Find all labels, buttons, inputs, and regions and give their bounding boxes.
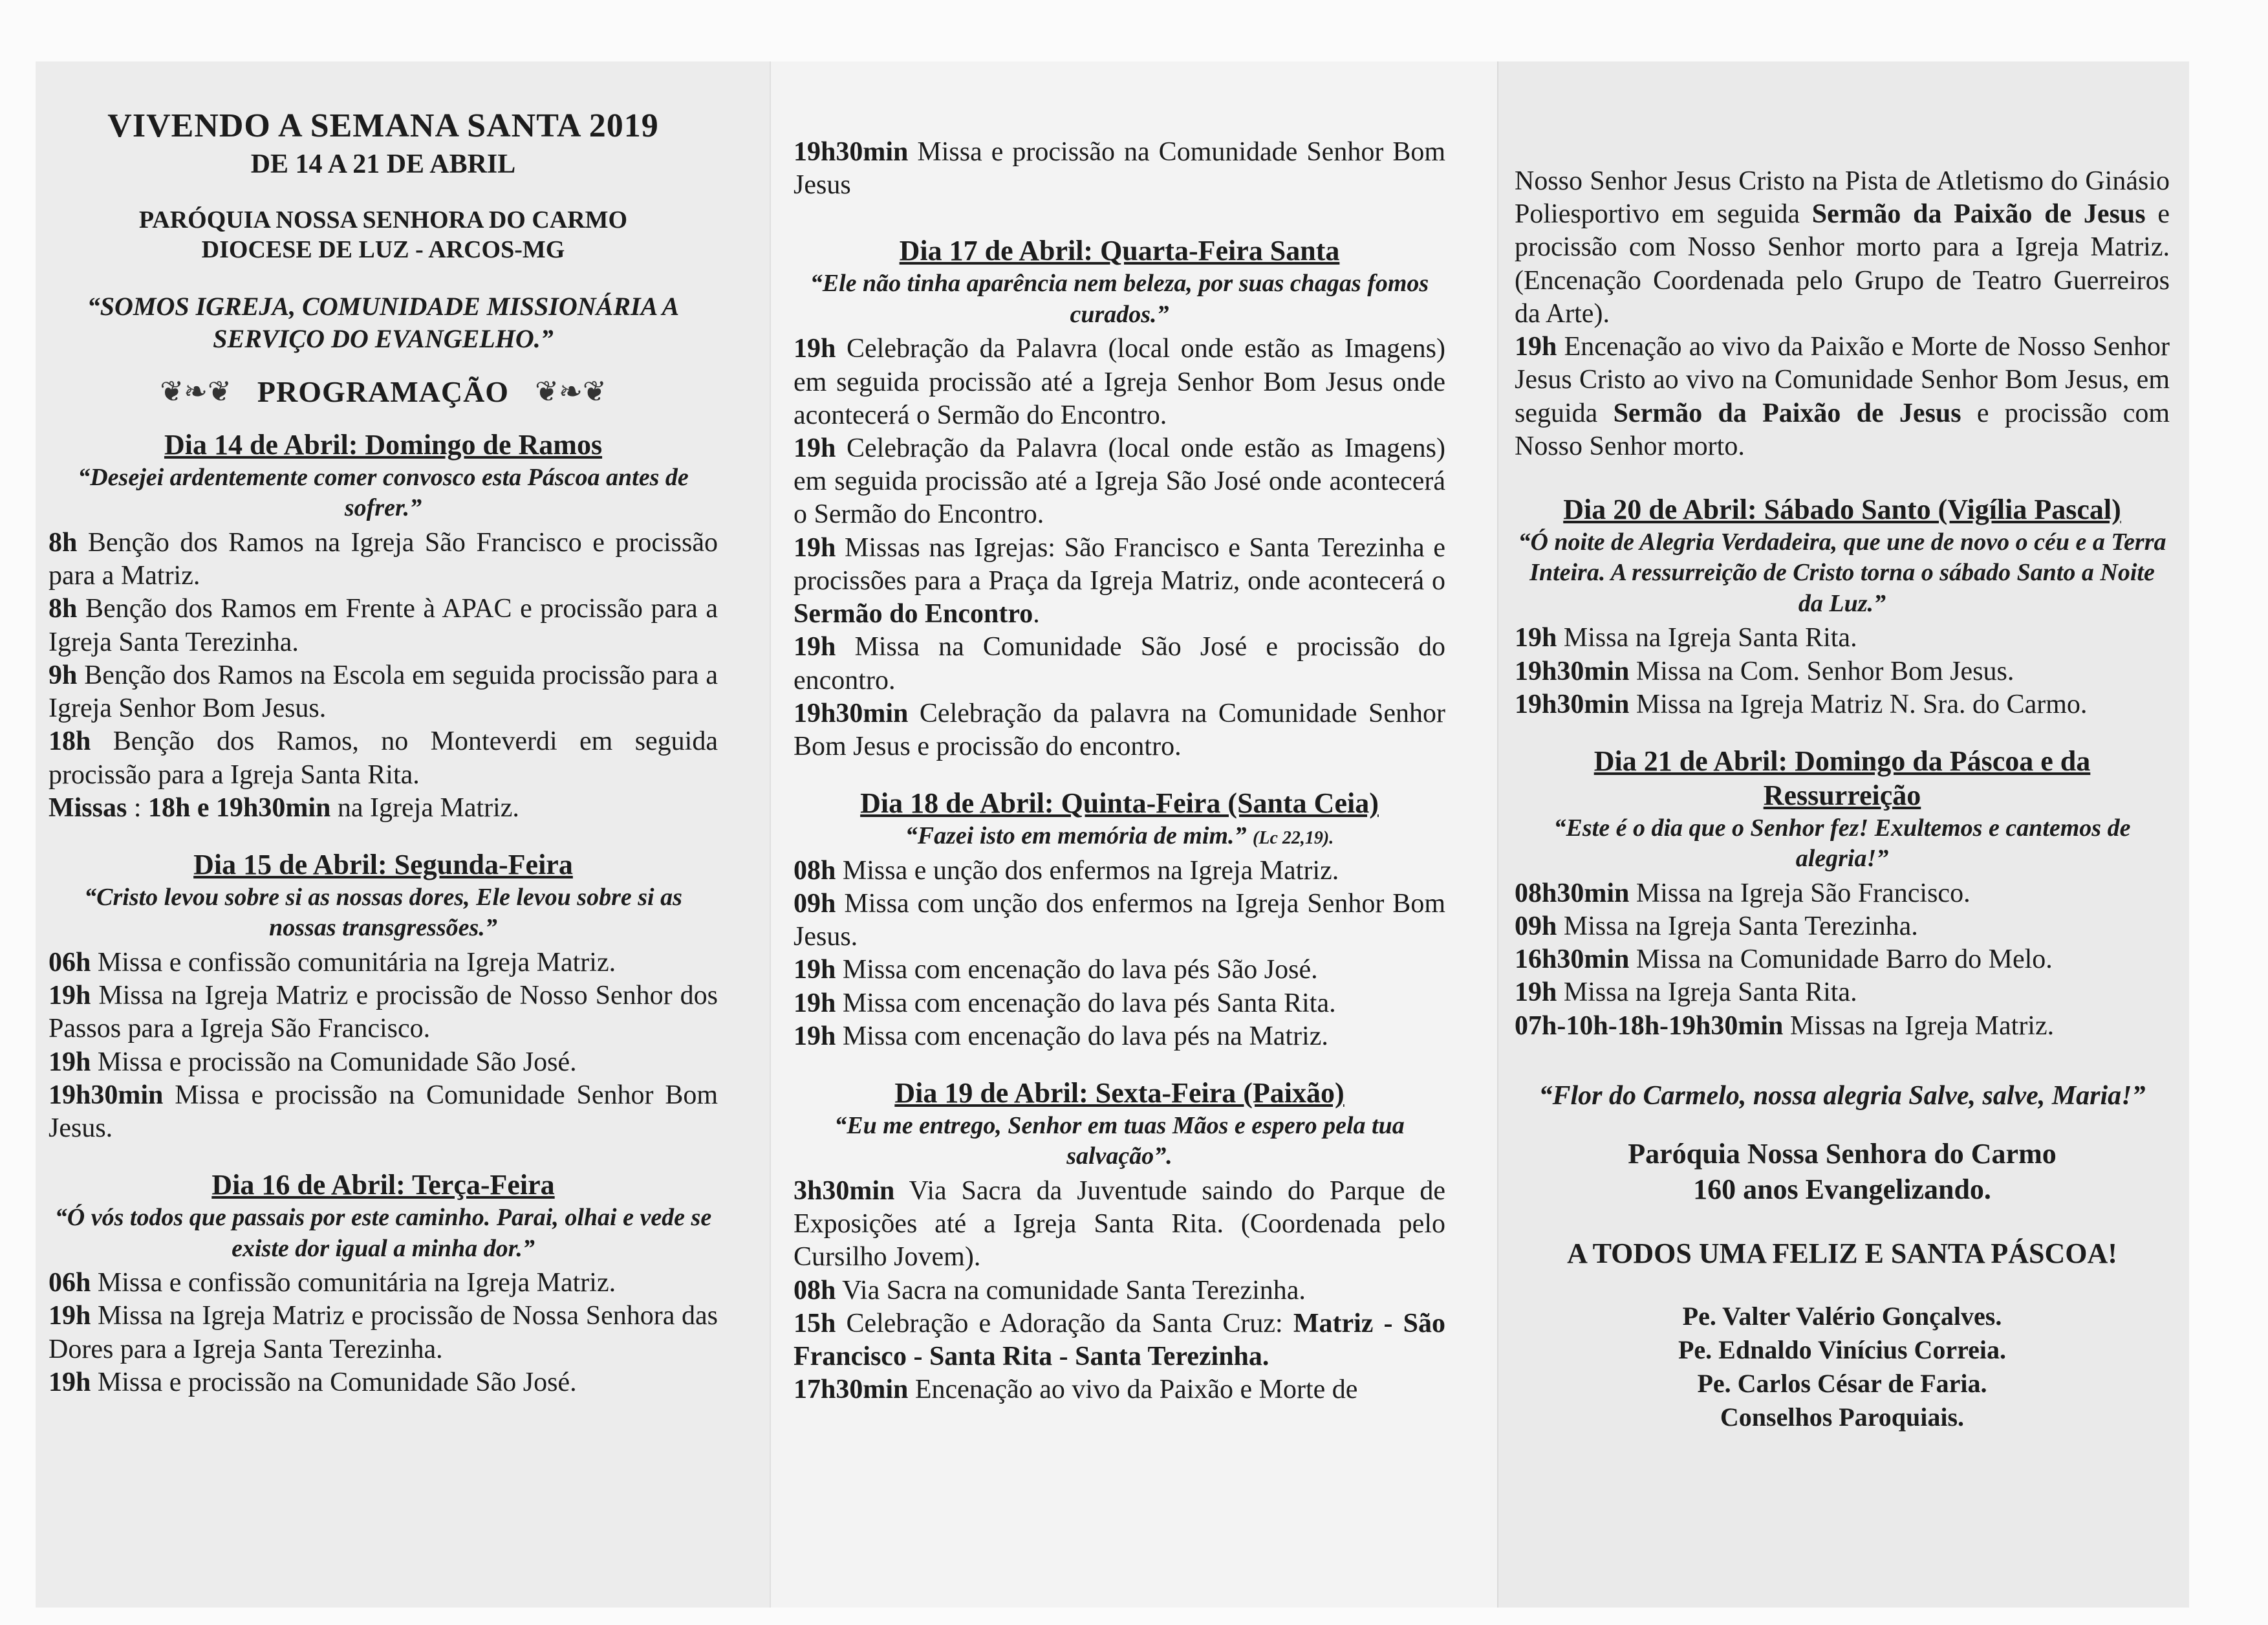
day-quote-text: “Ó noite de Alegria Verdadeira, que une de novo o céu e a Terra Inteira. A ressurreição de Cristo torna o sábado Santo a Noite da Luz.” bbox=[1518, 528, 2166, 617]
item-time: 06h bbox=[49, 1268, 91, 1298]
date-range: DE 14 A 21 DE ABRIL bbox=[250, 149, 516, 179]
item-text: Missa na Igreja Matriz e procissão de Nossa Senhora das Dores para a Igreja Santa Terezinha. bbox=[49, 1301, 718, 1364]
item-time: 06h bbox=[49, 947, 91, 977]
schedule-item bbox=[49, 725, 718, 791]
closing-parish bbox=[1515, 1136, 2170, 1207]
item-text: Missa e unção dos enfermos na Igreja Matriz. bbox=[842, 855, 1339, 886]
day-quote bbox=[794, 821, 1445, 852]
day-title: Dia 17 de Abril: Quarta-Feira Santa bbox=[899, 235, 1340, 267]
program-heading bbox=[49, 375, 718, 409]
day-quote-text: “Cristo levou sobre si as nossas dores, Ele levou sobre si as nossas transgressões.” bbox=[84, 883, 682, 942]
schedule-item bbox=[794, 1020, 1445, 1053]
item-time: 19h bbox=[49, 1367, 91, 1397]
day-quote-text: “Desejei ardentemente comer convosco esta Páscoa antes de sofrer.” bbox=[78, 463, 689, 522]
schedule-item bbox=[49, 1267, 718, 1300]
item-text: Benção dos Ramos na Escola em seguida procissão para a Igreja Senhor Bom Jesus. bbox=[49, 660, 718, 724]
item-text-end: e procissão com Nosso Senhor morto para a Igreja Matriz. (Encenação Coordenada pelo Grupo de Teatro Guerreiros da Arte). bbox=[1515, 199, 2170, 329]
schedule-item bbox=[49, 659, 718, 725]
item-time: 08h bbox=[794, 855, 836, 886]
item-text-end: e procissão com Nosso Senhor morto. bbox=[1515, 398, 2170, 461]
item-text: Missa e procissão na Comunidade Senhor Bom Jesus bbox=[794, 137, 1446, 201]
day-section bbox=[49, 848, 718, 1145]
schedule-item bbox=[794, 987, 1445, 1020]
item-bold-text: Sermão da Paixão de Jesus bbox=[1811, 199, 2146, 230]
item-time: 19h bbox=[794, 955, 836, 985]
item-time: 17h30min bbox=[794, 1375, 909, 1405]
schedule-item bbox=[1515, 943, 2170, 976]
item-time: 16h30min bbox=[1515, 944, 1630, 975]
schedule-item bbox=[794, 697, 1445, 763]
schedule-item bbox=[794, 1274, 1445, 1307]
item-text: Missa e procissão na Comunidade São José. bbox=[97, 1367, 577, 1397]
ornament-left-icon: ❦❧❦ bbox=[160, 376, 232, 408]
item-text: Celebração da Palavra (local onde estão as Imagens) em seguida procissão até a Igreja Senhor Bom Jesus onde acontecerá o Sermão do Encontro. bbox=[794, 334, 1445, 430]
schedule-item bbox=[794, 532, 1445, 631]
item-time: 19h bbox=[1515, 623, 1557, 653]
panel-right bbox=[1497, 61, 2189, 1608]
schedule-item bbox=[794, 432, 1445, 532]
day-section bbox=[1515, 493, 2170, 721]
item-time: 19h bbox=[794, 1021, 836, 1051]
schedule-item bbox=[794, 333, 1445, 432]
schedule-item bbox=[49, 792, 718, 825]
schedule-item bbox=[794, 855, 1445, 888]
item-text: Missa na Comunidade Barro do Melo. bbox=[1636, 944, 2053, 975]
item-time: 19h30min bbox=[1515, 689, 1630, 719]
schedule-item bbox=[1515, 655, 2170, 688]
program-title: PROGRAMAÇÃO bbox=[257, 375, 510, 409]
day-title: Dia 18 de Abril: Quinta-Feira (Santa Ceia) bbox=[860, 787, 1379, 820]
item-text: Missa e confissão comunitária na Igreja Matriz. bbox=[97, 947, 616, 977]
item-time: 08h bbox=[794, 1275, 836, 1305]
schedule-item bbox=[49, 1366, 718, 1399]
item-text: : bbox=[133, 792, 142, 823]
item-bold-text: Sermão do Encontro bbox=[794, 599, 1033, 629]
item-text: Nosso Senhor Jesus Cristo na Pista de Atletismo do Ginásio Poliesportivo em seguida bbox=[1515, 166, 2170, 230]
day-quote-text: “Eu me entrego, Senhor em tuas Mãos e espero pela tua salvação”. bbox=[834, 1111, 1405, 1170]
schedule-item bbox=[1515, 976, 2170, 1009]
item-text-end: . bbox=[1033, 599, 1040, 629]
item-time: 19h bbox=[794, 532, 836, 563]
day-quote bbox=[49, 463, 718, 524]
schedule-item bbox=[794, 888, 1445, 954]
day-quote-text: “Este é o dia que o Senhor fez! Exultemos e cantemos de alegria!” bbox=[1553, 814, 2131, 873]
item-text-end: na Igreja Matriz. bbox=[337, 792, 519, 823]
item-text: Missas na Igreja Matriz. bbox=[1789, 1010, 2055, 1041]
schedule-item bbox=[794, 1175, 1445, 1274]
item-text: Missas nas Igrejas: São Francisco e Santa Terezinha e procissões para a Praça da Igreja Matriz, onde acontecerá o bbox=[794, 532, 1445, 596]
day-title: Dia 19 de Abril: Sexta-Feira (Paixão) bbox=[894, 1077, 1345, 1109]
item-time: 19h bbox=[49, 981, 91, 1011]
day-title: Dia 15 de Abril: Segunda-Feira bbox=[193, 849, 573, 881]
main-title: VIVENDO A SEMANA SANTA 2019 bbox=[107, 107, 659, 144]
schedule-item bbox=[794, 1307, 1445, 1373]
day-section bbox=[49, 428, 718, 825]
schedule-item bbox=[794, 954, 1445, 987]
item-text: Encenação ao vivo da Paixão e Morte de Nosso Senhor Jesus Cristo ao vivo na Comunidade Senhor Bom Jesus, em seguida bbox=[1515, 332, 2170, 428]
item-text: Missa na Com. Senhor Bom Jesus. bbox=[1636, 656, 2014, 686]
item-time: 19h bbox=[1515, 977, 1557, 1008]
schedule-item bbox=[1515, 877, 2170, 910]
schedule-item bbox=[49, 946, 718, 979]
item-time: 19h30min bbox=[794, 698, 909, 728]
signature-2: Pe. Carlos César de Faria. bbox=[1697, 1369, 1987, 1399]
item-text: Missa com encenação do lava pés Santa Rita. bbox=[842, 988, 1336, 1018]
schedule-item bbox=[1515, 910, 2170, 943]
item-bold-text: Matriz - São Francisco - Santa Rita - Santa Terezinha. bbox=[794, 1308, 1445, 1371]
day-quote bbox=[1515, 813, 2170, 875]
parish-name: PARÓQUIA NOSSA SENHORA DO CARMO bbox=[138, 206, 628, 234]
signature-0: Pe. Valter Valério Gonçalves. bbox=[1682, 1302, 2002, 1331]
day-section bbox=[794, 787, 1445, 1053]
easter-greeting: A TODOS UMA FELIZ E SANTA PÁSCOA! bbox=[1567, 1238, 2117, 1270]
day-title: Dia 16 de Abril: Terça-Feira bbox=[211, 1169, 555, 1201]
day-quote-ref: (Lc 22,19). bbox=[1253, 828, 1334, 849]
schedule-item bbox=[794, 1373, 1445, 1406]
signature-3: Conselhos Paroquiais. bbox=[1720, 1402, 1965, 1432]
day-quote bbox=[794, 1111, 1445, 1172]
item-time: 8h bbox=[49, 527, 78, 558]
item-time: 08h30min bbox=[1515, 878, 1630, 908]
day-title: Dia 21 de Abril: Domingo da Páscoa e da Ressurreição bbox=[1593, 745, 2091, 811]
item-time: Missas bbox=[49, 792, 127, 823]
item-text: Missa na Igreja Matriz e procissão de Nosso Senhor dos Passos para a Igreja São Francisco. bbox=[49, 981, 718, 1044]
item-text: Missa na Igreja Santa Rita. bbox=[1563, 623, 1857, 653]
item-time: 3h30min bbox=[794, 1175, 895, 1206]
schedule-item bbox=[49, 593, 718, 659]
item-time: 09h bbox=[1515, 911, 1557, 941]
item-time: 15h bbox=[794, 1308, 836, 1338]
item-time: 19h30min bbox=[794, 137, 909, 167]
schedule-item bbox=[49, 527, 718, 593]
item-time: 19h30min bbox=[1515, 656, 1630, 686]
item-bold-text: 18h e 19h30min bbox=[148, 792, 331, 823]
schedule-item bbox=[794, 136, 1445, 202]
schedule-item bbox=[49, 1300, 718, 1366]
day-section bbox=[49, 1168, 718, 1399]
motto: “SOMOS IGREJA, COMUNIDADE MISSIONÁRIA A SERVIÇO DO EVANGELHO.” bbox=[87, 292, 680, 354]
item-time: 18h bbox=[49, 726, 91, 757]
schedule-item bbox=[794, 631, 1445, 697]
item-text: Missa na Igreja Santa Terezinha. bbox=[1563, 911, 1918, 941]
schedule-item bbox=[49, 979, 718, 1045]
schedule-item bbox=[49, 1046, 718, 1079]
schedule-item bbox=[1515, 688, 2170, 721]
leaflet bbox=[36, 61, 2189, 1608]
schedule-item bbox=[49, 1079, 718, 1145]
day-quote bbox=[794, 268, 1445, 330]
signature-1: Pe. Ednaldo Vinícius Correia. bbox=[1678, 1335, 2007, 1365]
panel-middle bbox=[770, 61, 1497, 1608]
day-continuation bbox=[1515, 165, 2170, 463]
item-text: Encenação ao vivo da Paixão e Morte de bbox=[914, 1375, 1358, 1405]
item-time: 09h bbox=[794, 888, 836, 919]
item-text: Via Sacra na comunidade Santa Terezinha. bbox=[842, 1275, 1306, 1305]
item-text: Benção dos Ramos em Frente à APAC e procissão para a Igreja Santa Terezinha. bbox=[49, 594, 718, 657]
item-text: Missa na Igreja Santa Rita. bbox=[1563, 977, 1857, 1008]
schedule-item bbox=[1515, 165, 2170, 331]
item-text: Benção dos Ramos, no Monteverdi em seguida procissão para a Igreja Santa Rita. bbox=[49, 726, 718, 790]
day-continuation bbox=[794, 136, 1445, 202]
diocese-name: DIOCESE DE LUZ - ARCOS-MG bbox=[201, 235, 565, 263]
item-text: Celebração e Adoração da Santa Cruz: bbox=[846, 1308, 1283, 1338]
ornament-right-icon: ❦❧❦ bbox=[535, 376, 607, 408]
item-time: 19h bbox=[1515, 332, 1557, 362]
day-quote-text: “Fazei isto em memória de mim.” bbox=[905, 822, 1247, 850]
item-time: 19h bbox=[49, 1301, 91, 1331]
item-text: Missa e procissão na Comunidade Senhor Bom Jesus. bbox=[49, 1080, 718, 1144]
item-time: 19h30min bbox=[49, 1080, 164, 1110]
item-time: 9h bbox=[49, 660, 78, 690]
item-time: 19h bbox=[49, 1047, 91, 1077]
item-time: 19h bbox=[794, 433, 836, 463]
item-text: Missa na Igreja São Francisco. bbox=[1636, 878, 1971, 908]
closing-parish-name: Paróquia Nossa Senhora do Carmo bbox=[1628, 1138, 2057, 1170]
item-time: 19h bbox=[794, 632, 836, 662]
item-text: Missa na Igreja Matriz N. Sra. do Carmo. bbox=[1636, 689, 2088, 719]
item-text: Missa com encenação do lava pés na Matriz. bbox=[842, 1021, 1328, 1051]
day-quote bbox=[49, 882, 718, 944]
schedule-item bbox=[1515, 622, 2170, 655]
closing-quote: “Flor do Carmelo, nossa alegria Salve, salve, Maria!” bbox=[1539, 1080, 2146, 1111]
day-title: Dia 20 de Abril: Sábado Santo (Vigília Pascal) bbox=[1563, 494, 2121, 526]
day-quote-text: “Ele não tinha aparência nem beleza, por suas chagas fomos curados.” bbox=[810, 270, 1429, 328]
item-text: Missa e confissão comunitária na Igreja Matriz. bbox=[97, 1268, 616, 1298]
item-text: Benção dos Ramos na Igreja São Francisco e procissão para a Matriz. bbox=[49, 527, 718, 591]
item-time: 07h-10h-18h-19h30min bbox=[1515, 1010, 1784, 1041]
day-quote-text: “Ó vós todos que passais por este caminho. Parai, olhai e vede se existe dor igual a minha dor.” bbox=[54, 1204, 712, 1262]
day-section bbox=[1515, 745, 2170, 1043]
day-quote bbox=[1515, 527, 2170, 620]
item-time: 19h bbox=[794, 988, 836, 1018]
item-time: 8h bbox=[49, 594, 78, 624]
schedule-item bbox=[1515, 331, 2170, 463]
panel-left bbox=[36, 61, 770, 1608]
day-section bbox=[794, 1076, 1445, 1406]
day-quote bbox=[49, 1203, 718, 1264]
item-text: Missa com unção dos enfermos na Igreja Senhor Bom Jesus. bbox=[794, 888, 1445, 952]
schedule-item bbox=[1515, 1010, 2170, 1043]
item-text: Celebração da Palavra (local onde estão as Imagens) em seguida procissão até a Igreja São José onde acontecerá o Sermão do Encontro. bbox=[794, 433, 1445, 530]
item-time: 19h bbox=[794, 334, 836, 364]
item-text: Missa na Comunidade São José e procissão do encontro. bbox=[794, 632, 1445, 695]
day-section bbox=[794, 234, 1445, 763]
item-bold-text: Sermão da Paixão de Jesus bbox=[1613, 398, 1961, 428]
closing-years: 160 anos Evangelizando. bbox=[1693, 1173, 1991, 1206]
item-text: Missa e procissão na Comunidade São José. bbox=[97, 1047, 577, 1077]
item-text: Missa com encenação do lava pés São José. bbox=[842, 955, 1318, 985]
day-title: Dia 14 de Abril: Domingo de Ramos bbox=[164, 429, 603, 461]
item-text: Celebração da palavra na Comunidade Senhor Bom Jesus e procissão do encontro. bbox=[794, 698, 1445, 762]
item-text: Via Sacra da Juventude saindo do Parque de Exposições até a Igreja Santa Rita. (Coordenada pelo Cursilho Jovem). bbox=[794, 1175, 1445, 1272]
